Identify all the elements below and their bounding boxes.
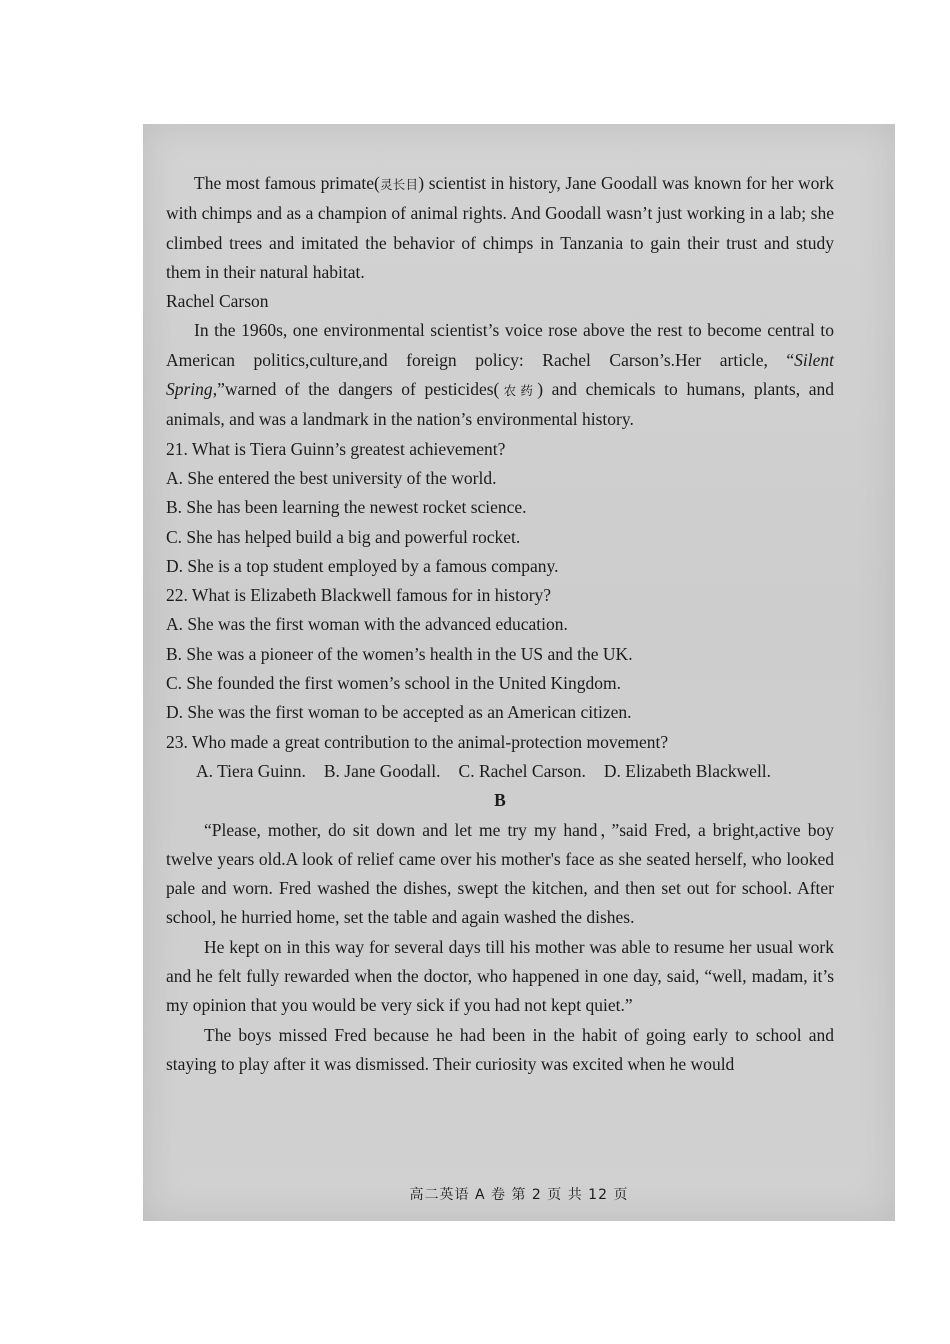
- question-21-option-a: A. She entered the best university of the world.: [166, 467, 497, 488]
- question-23-option-b: B. Jane Goodall.: [323, 760, 441, 781]
- section-b-heading: B: [494, 790, 506, 811]
- goodall-text-2: ) scientist in history, Jane Goodall was known for her work with chimps and as a champion of animal rights. And Goodall wasn’t just working in a lab; she climbed trees and imitated the behavior of chimps in Tanzania to gain their trust and study them in their natural habitat.: [166, 173, 834, 282]
- primate-gloss: 灵长目: [379, 177, 419, 192]
- section-b-paragraph-3: The boys missed Fred because he had been in the habit of going early to school and staying to play after it was dismissed. Their curiosity was excited when he would: [166, 1024, 834, 1074]
- silent-spring-title: Silent Spring: [166, 349, 834, 400]
- carson-heading: Rachel Carson: [166, 291, 269, 312]
- section-b-paragraph-2: He kept on in this way for several days till his mother was able to resume her usual work and he felt fully rewarded when the doctor, who happened in one day, said, “well, madam, it’s my opinion that you would be very sick if you had not kept quiet.”: [166, 936, 834, 1016]
- question-23-option-a: A. Tiera Guinn.: [196, 760, 306, 781]
- goodall-text-1: The most famous primate(: [194, 173, 380, 193]
- question-22-option-c: C. She founded the first women’s school in the United Kingdom.: [166, 673, 621, 694]
- carson-text-1: In the 1960s, one environmental scientist’s voice rose above the rest to become central to American politics,culture,and foreign policy: Rachel Carson’s.Her article, “: [166, 320, 834, 370]
- question-23-stem: 23. Who made a great contribution to the animal-protection movement?: [166, 731, 669, 752]
- question-22-option-d: D. She was the first woman to be accepted as an American citizen.: [166, 702, 632, 723]
- question-23-options: [196, 757, 834, 786]
- carson-paragraph: [166, 316, 834, 434]
- goodall-paragraph: [166, 169, 834, 287]
- carson-text-3: ) and chemicals to humans, plants, and animals, and was a landmark in the nation’s environmental history.: [166, 379, 834, 430]
- section-b-paragraph-1: “Please, mother, do sit down and let me try my hand，”said Fred, a bright,active boy twelve years old.A look of relief came over his mother's face as she seated herself, who looked pale and worn. Fred washed the dishes, swept the kitchen, and then set out for school. After school, he hurried home, set the table and again washed the dishes.: [166, 819, 834, 928]
- question-21-option-c: C. She has helped build a big and powerful rocket.: [166, 526, 521, 547]
- question-21-option-d: D. She is a top student employed by a famous company.: [166, 555, 559, 576]
- question-22-option-a: A. She was the first woman with the advanced education.: [166, 614, 568, 635]
- question-22-stem: 22. What is Elizabeth Blackwell famous for in history?: [166, 585, 552, 606]
- question-21-option-b: B. She has been learning the newest rocket science.: [166, 497, 527, 518]
- question-22-option-b: B. She was a pioneer of the women’s health in the US and the UK.: [166, 643, 633, 664]
- carson-text-2: ,”warned of the dangers of pesticides(: [212, 379, 500, 400]
- pesticide-gloss: 农药: [499, 383, 538, 399]
- question-23-option-c: C. Rachel Carson.: [458, 760, 586, 781]
- question-23-option-d: D. Elizabeth Blackwell.: [603, 760, 772, 781]
- page-content: [166, 169, 834, 1079]
- page-footer: 高二英语 A 卷 第 2 页 共 12 页: [409, 1187, 629, 1203]
- question-21-stem: 21. What is Tiera Guinn’s greatest achievement?: [166, 438, 506, 459]
- scanned-page: [143, 124, 895, 1221]
